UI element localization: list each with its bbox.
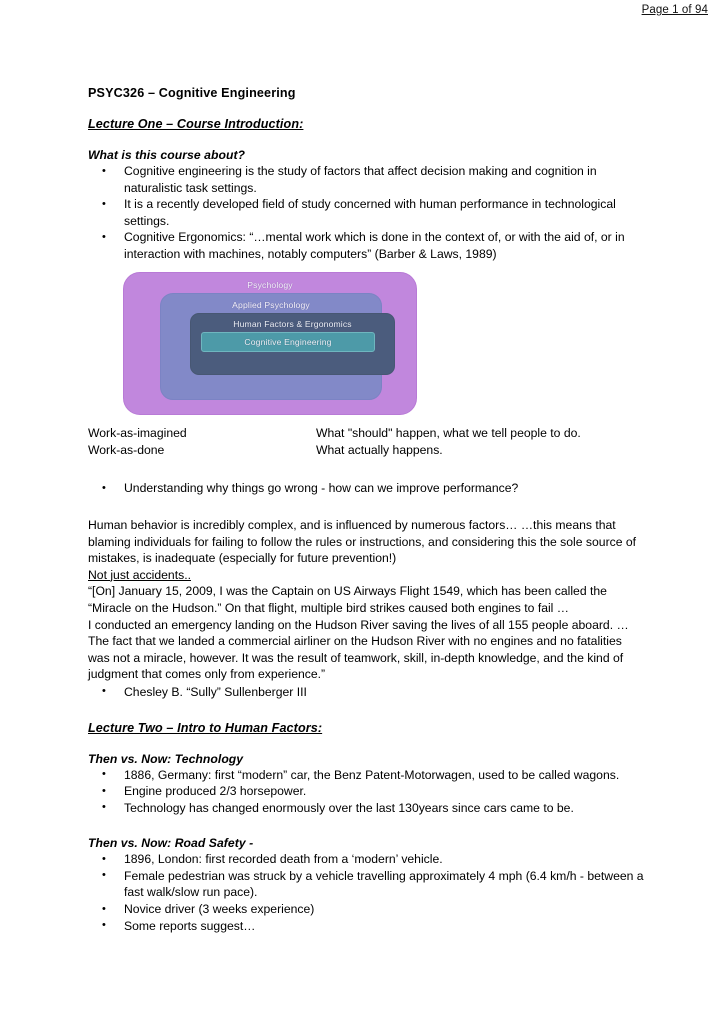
list-item: • 1886, Germany: first “modern” car, the Benz Patent-Motorwagen, used to be called wagons. [124,767,646,784]
table-row [88,425,646,442]
quote-attribution-list [88,684,646,701]
page-title: PSYC326 – Cognitive Engineering [88,86,296,100]
course-about-bullet-list [88,163,646,263]
list-item: • Cognitive engineering is the study of factors that affect decision making and cognition in naturalistic task settings. [124,163,646,196]
diagram-layer-label: Applied Psychology [232,299,310,310]
lecture-two-heading: Lecture Two – Intro to Human Factors: [88,720,323,735]
list-item: • Novice driver (3 weeks experience) [124,901,646,918]
then-vs-now-technology-heading: Then vs. Now: Technology [88,751,244,766]
understanding-bullet-list [88,480,646,497]
diagram-layer-cognitive-engineering [201,332,375,352]
list-item: • It is a recently developed field of study concerned with human performance in technological settings. [124,196,646,229]
work-as-done-term: Work-as-done [88,442,165,457]
sullenberger-quote-part-one: “[On] January 15, 2009, I was the Captain on US Airways Flight 1549, which has been called the “Miracle on the Hudson.” On that flight, multiple bird strikes caused both engines to fail … [88,584,607,615]
not-just-accidents-heading: Not just accidents.. [88,567,191,582]
then-vs-now-road-safety-heading: Then vs. Now: Road Safety - [88,836,254,851]
work-as-imagined-term: Work-as-imagined [88,425,187,440]
lecture-one-heading: Lecture One – Course Introduction: [88,117,304,131]
work-as-imagined-done-table [88,425,646,460]
list-item: • Cognitive Ergonomics: “…mental work which is done in the context of, or with the aid of, or in interaction with machines, notably computers” (Barber & Laws, 1989) [124,229,646,262]
sullenberger-quote-part-two: I conducted an emergency landing on the Hudson River saving the lives of all 155 people aboard. …The fact that we landed a commercial airliner on the Hudson River with no engines and no fatalities was not a miracle, however. It was the result of teamwork, skill, in-depth knowledge, and the kind of judgment that comes only from experience.” [88,617,629,682]
road-safety-bullet-list [88,851,646,934]
list-item: • 1896, London: first recorded death from a ‘modern’ vehicle. [124,851,646,868]
list-item: • Engine produced 2/3 horsepower. [124,783,646,800]
list-item: • Understanding why things go wrong - how can we improve performance? [124,480,646,497]
work-as-imagined-definition: What "should" happen, what we tell people to do. [316,425,581,440]
table-row [88,442,646,459]
nested-disciplines-diagram-wrapper [123,272,646,415]
page-number-header: Page 1 of 94 [641,4,708,16]
diagram-layer-label: Cognitive Engineering [244,336,332,347]
document-content [88,86,646,934]
nested-disciplines-diagram [123,272,417,415]
list-item: • Chesley B. “Sully” Sullenberger III [124,684,646,701]
list-item: • Technology has changed enormously over the last 130years since cars came to be. [124,800,646,817]
work-as-done-definition: What actually happens. [316,442,443,457]
list-item: • Female pedestrian was struck by a vehicle travelling approximately 4 mph (6.4 km/h - between a fast walk/slow run pace). [124,868,646,901]
diagram-layer-label: Psychology [247,279,293,290]
diagram-layer-label: Human Factors & Ergonomics [233,318,352,329]
what-is-this-course-about-heading: What is this course about? [88,148,246,162]
list-item: • Some reports suggest… [124,918,646,935]
technology-bullet-list [88,767,646,817]
human-behavior-paragraph: Human behavior is incredibly complex, and is influenced by numerous factors… …this means that blaming individuals for failing to follow the rules or instructions, and considering this the sole source of mistakes, is inadequate (especially for future prevention!) [88,517,637,566]
